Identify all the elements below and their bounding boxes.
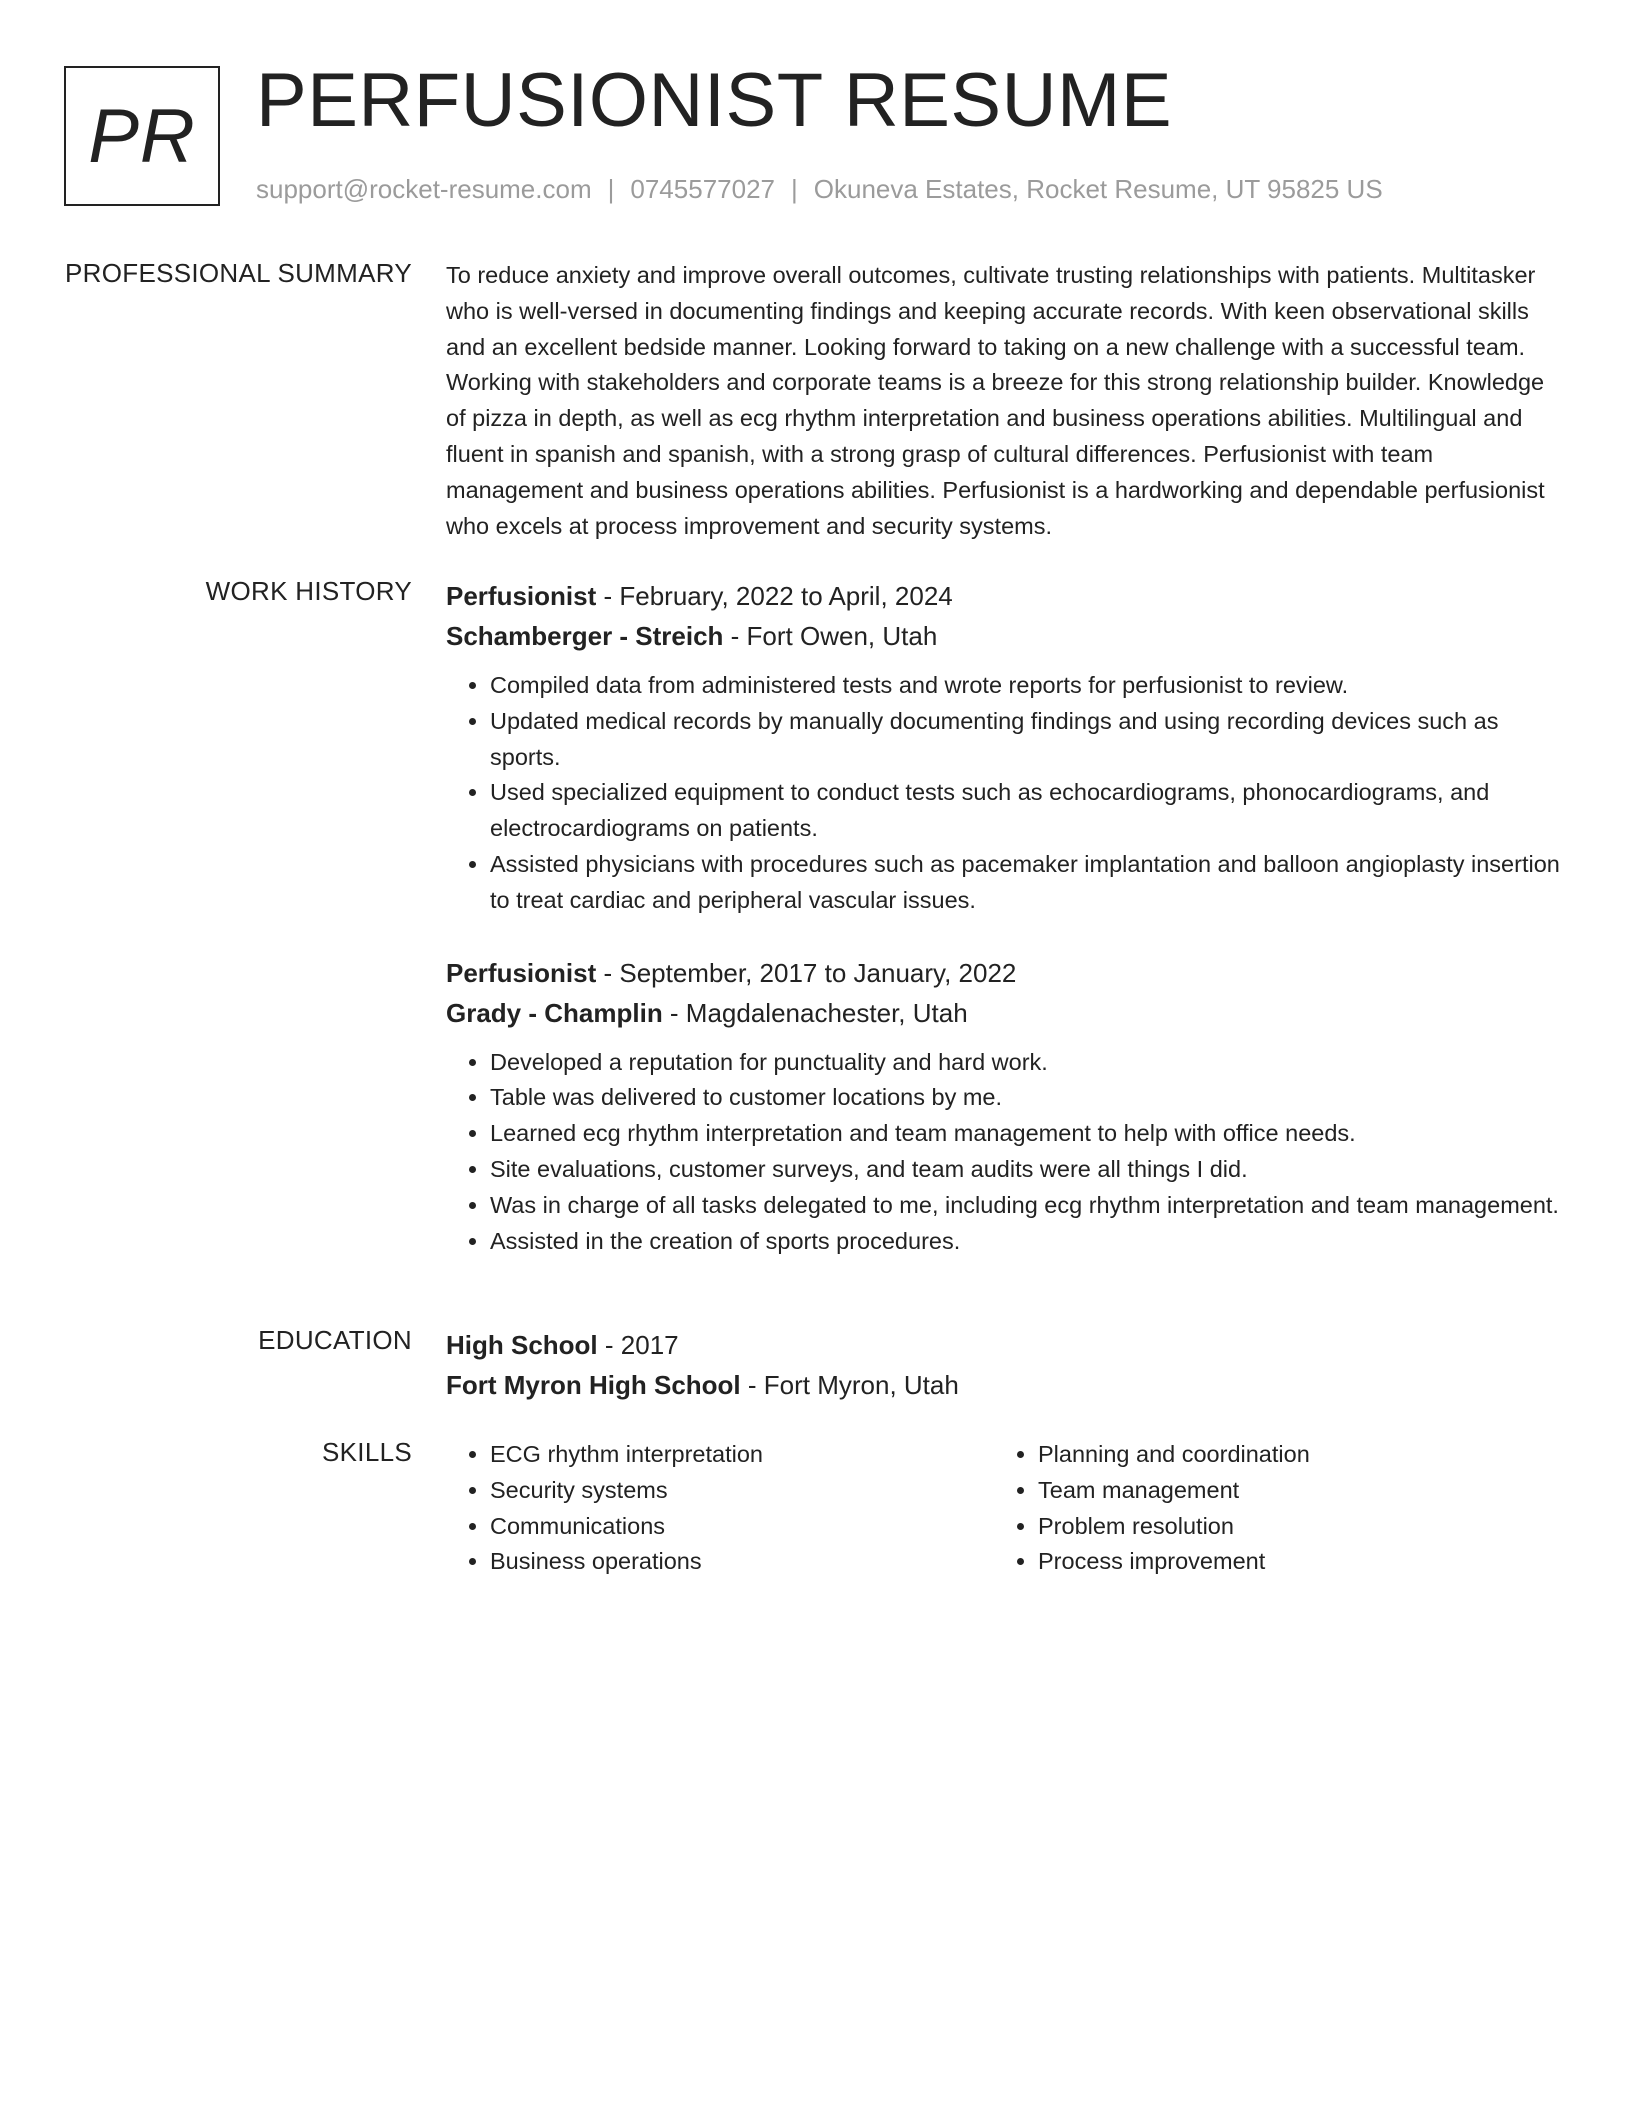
skill-item: • Planning and coordination [1038,1437,1542,1473]
education-degree: High School [446,1330,598,1360]
job-bullet: • Assisted physicians with procedures such as pacemaker implantation and balloon angioplasty insertion to treat cardiac and peripheral vascular issues. [490,847,1566,919]
summary-text: To reduce anxiety and improve overall outcomes, cultivate trusting relationships with patients. Multitasker who is well-versed in documenting findings and keeping accurate records. With keen observational skills and an excellent bedside manner. Looking forward to taking on a new challenge with a successful team. Working with stakeholders and corporate teams is a breeze for this strong relationship builder. Knowledge of pizza in depth, as well as ecg rhythm interpretation and business operations abilities. Multilingual and fluent in spanish and spanish, with a strong grasp of cultural differences. Perfusionist with team management and business operations abilities. Perfusionist is a hardworking and dependable perfusionist who excels at process improvement and security systems. [446,262,1545,539]
work-history-heading: WORK HISTORY [205,576,412,606]
education-location: - Fort Myron, Utah [740,1370,959,1400]
job-company-line [446,993,1566,1033]
job-bullet: • Updated medical records by manually documenting findings and using recording devices such as sports. [490,704,1566,776]
skill-item: • Problem resolution [1038,1509,1542,1545]
job-entry [446,576,1566,919]
summary-body [446,258,1566,544]
job-entry [446,953,1566,1260]
skills-column-right [994,1437,1542,1580]
contact-phone: 0745577027 [630,174,775,204]
skills-body [446,1437,1566,1580]
job-location: - Fort Owen, Utah [723,621,938,651]
contact-separator: | [791,174,798,204]
education-year: - 2017 [597,1330,679,1360]
job-company-line [446,616,1566,656]
skill-item: • Process improvement [1038,1544,1542,1580]
job-company: Schamberger - Streich [446,621,724,651]
education-heading: EDUCATION [258,1325,412,1355]
job-bullet: • Site evaluations, customer surveys, and team audits were all things I did. [490,1152,1566,1188]
skills-heading: SKILLS [322,1437,412,1467]
job-title-line [446,953,1566,993]
skill-item: • Security systems [490,1473,994,1509]
job-bullet: • Was in charge of all tasks delegated to me, including ecg rhythm interpretation and team management. [490,1188,1566,1224]
job-title: Perfusionist [446,581,597,611]
education-body [446,1325,1566,1405]
work-history-body [446,576,1566,1259]
job-bullet: • Learned ecg rhythm interpretation and team management to help with office needs. [490,1116,1566,1152]
job-bullet: • Table was delivered to customer locations by me. [490,1080,1566,1116]
contact-line [256,174,1383,205]
education-school: Fort Myron High School [446,1370,741,1400]
contact-email: support@rocket-resume.com [256,174,592,204]
skill-item: • ECG rhythm interpretation [490,1437,994,1473]
skill-item: • Communications [490,1509,994,1545]
job-company: Grady - Champlin [446,997,663,1028]
job-bullet-list [446,1045,1566,1260]
skills-column-left [446,1437,994,1580]
job-location: - Magdalenachester, Utah [662,997,968,1028]
skills-grid [446,1437,1566,1580]
job-bullet: • Assisted in the creation of sports procedures. [490,1224,1566,1260]
education-school-line [446,1365,1566,1405]
job-bullet-list [446,668,1566,919]
monogram-badge [64,66,220,206]
job-bullet: • Developed a reputation for punctuality and hard work. [490,1045,1566,1081]
summary-heading: PROFESSIONAL SUMMARY [65,258,412,288]
job-title-line [446,576,1566,616]
contact-address: Okuneva Estates, Rocket Resume, UT 95825 US [813,174,1383,204]
job-dates: - February, 2022 to April, 2024 [596,581,953,611]
job-title: Perfusionist [446,957,597,988]
page-title: PERFUSIONIST RESUME [256,58,1173,143]
skill-item: • Business operations [490,1544,994,1580]
education-degree-line [446,1325,1566,1365]
contact-separator: | [607,174,615,204]
job-dates: - September, 2017 to January, 2022 [596,957,1017,988]
job-bullet: • Used specialized equipment to conduct tests such as echocardiograms, phonocardiograms, and electrocardiograms on patients. [490,775,1566,847]
monogram-initials: PR [88,93,196,179]
job-bullet: • Compiled data from administered tests and wrote reports for perfusionist to review. [490,668,1566,704]
skill-item: • Team management [1038,1473,1542,1509]
